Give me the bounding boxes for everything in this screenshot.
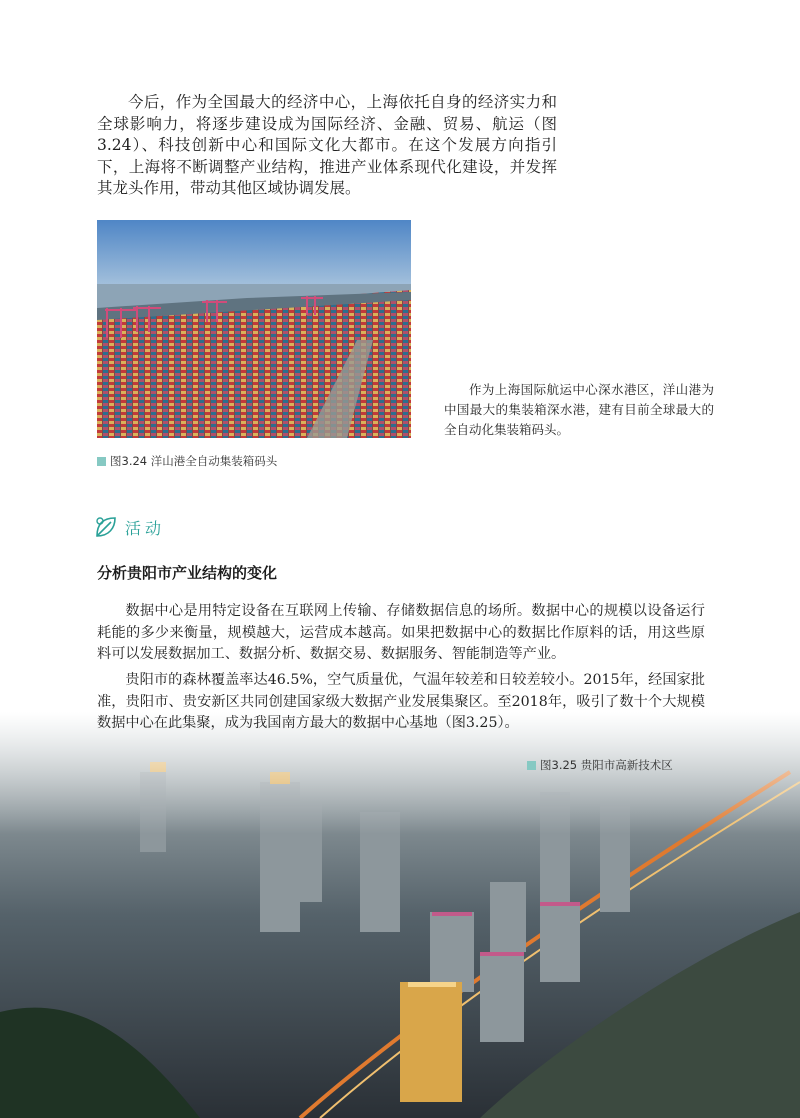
yangshan-port-photo: [97, 220, 411, 438]
activity-title: 活动: [125, 518, 166, 538]
activity-paragraph-1: 数据中心是用特定设备在互联网上传输、存储数据信息的场所。数据中心的规模以设备运行耗能的多少来衡量，规模越大，运营成本越高。如果把数据中心的数据比作原料的话，用这些原料可以发展数据加工、数据分析、数据交易、数据服务、智能制造等产业。: [97, 603, 705, 663]
figure-3-24-label-text: 图3.24 洋山港全自动集装箱码头: [110, 454, 278, 468]
figure-marker-icon: [97, 457, 106, 466]
activity-paragraph-2: 贵阳市的森林覆盖率达46.5%，空气质量优，气温年较差和日较差较小。2015年，经国家批准，贵阳市、贵安新区共同创建国家级大数据产业发展集聚区。至2018年，吸引了数十个大规模数据中心在此集聚，成为我国南方最大的数据中心基地（图3.25）。: [97, 672, 705, 732]
guiyang-hightech-zone-photo: [0, 712, 800, 1118]
intro-paragraph: 今后，作为全国最大的经济中心，上海依托自身的经济实力和全球影响力，将逐步建设成为国际经济、金融、贸易、航运（图3.24）、科技创新中心和国际文化大都市。在这个发展方向指引下，上海将不断调整产业结构，推进产业体系现代化建设，并发挥其龙头作用，带动其他区域协调发展。: [97, 93, 557, 198]
figure-3-24-side-caption: 作为上海国际航运中心深水港区，洋山港为中国最大的集装箱深水港，建有目前全球最大的全自动化集装箱码头。: [444, 382, 714, 437]
figure-3-24-label: [97, 453, 277, 469]
figure-3-25-label: [527, 757, 673, 773]
activity-leaf-icon: [93, 514, 119, 540]
figure-marker-icon: [527, 761, 536, 770]
activity-heading: 分析贵阳市产业结构的变化: [97, 564, 278, 582]
figure-3-25-label-text: 图3.25 贵阳市高新技术区: [540, 758, 673, 772]
activity-header: [93, 514, 165, 540]
